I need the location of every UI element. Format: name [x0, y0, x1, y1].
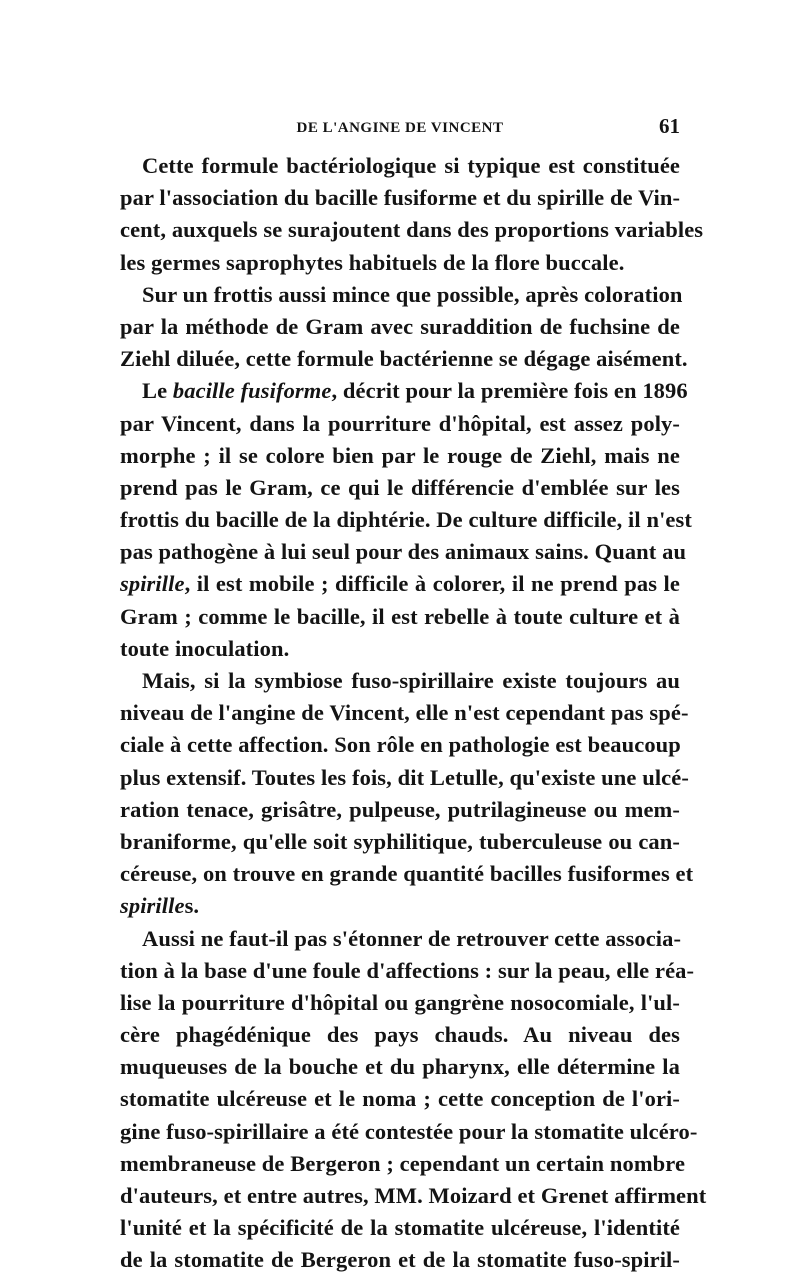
text-line: frottis du bacille de la diphtérie. De culture difficile, il n'est	[120, 507, 692, 533]
body-text	[120, 150, 707, 1277]
text-line: prend pas le Gram, ce qui le différencie d'emblée sur les	[120, 474, 680, 500]
text-line: Cette formule bactériologique si typique est constituée	[142, 153, 680, 178]
text-line: lise la pourriture d'hôpital ou gangrène nosocomiale, l'ul-	[120, 989, 680, 1015]
text-line: gine fuso-spirillaire a été contestée pour la stomatite ulcéro-	[120, 1118, 698, 1144]
text-line: plus extensif. Toutes les fois, dit Letulle, qu'existe une ulcé-	[120, 764, 689, 790]
text-line: d'auteurs, et entre autres, MM. Moizard et Grenet affirment	[120, 1183, 707, 1208]
text-line: tion à la base d'une foule d'affections : sur la peau, elle réa-	[120, 957, 695, 983]
text-line: cère phagédénique des pays chauds. Au niveau des	[120, 1022, 680, 1048]
text-line: membraneuse de Bergeron ; cependant un certain nombre	[120, 1150, 686, 1176]
page-number: 61	[659, 114, 680, 138]
text-line: spirilles.	[120, 893, 200, 919]
text-line: morphe ; il se colore bien par le rouge de Ziehl, mais ne	[120, 442, 680, 468]
text-line: spirille, il est mobile ; difficile à colorer, il ne prend pas le	[120, 571, 680, 597]
italic-term: spirille	[120, 571, 185, 597]
text-line: muqueuses de la bouche et du pharynx, elle détermine la	[120, 1054, 680, 1080]
text-line: Sur un frottis aussi mince que possible, après coloration	[142, 281, 683, 307]
text-line: ration tenace, grisâtre, pulpeuse, putrilagineuse ou mem-	[120, 796, 680, 822]
text-line: toute inoculation.	[120, 635, 290, 661]
running-head	[120, 110, 680, 140]
text-line: de la stomatite de Bergeron et de la stomatite fuso-spiril-	[120, 1247, 680, 1273]
text-line: cent, auxquels se surajoutent dans des proportions variables	[120, 217, 704, 243]
running-title: DE L'ANGINE DE VINCENT	[296, 120, 504, 136]
text-line: Gram ; comme le bacille, il est rebelle à toute culture et à	[120, 603, 680, 629]
text-line: niveau de l'angine de Vincent, elle n'est cependant pas spé-	[120, 700, 689, 726]
italic-term: spirille	[120, 893, 185, 919]
text-line: par la méthode de Gram avec suraddition de fuchsine de	[120, 313, 680, 339]
text-line: par l'association du bacille fusiforme et du spirille de Vin-	[120, 185, 681, 211]
text-line: l'unité et la spécificité de la stomatite ulcéreuse, l'identité	[120, 1215, 680, 1241]
text-line: céreuse, on trouve en grande quantité bacilles fusiformes et	[120, 861, 694, 887]
text-line: Ziehl diluée, cette formule bactérienne se dégage aisément.	[120, 346, 688, 372]
text-line: Le bacille fusiforme, décrit pour la première fois en 1896	[142, 378, 688, 404]
text-line: stomatite ulcéreuse et le noma ; cette conception de l'ori-	[120, 1086, 680, 1112]
text-line: ciale à cette affection. Son rôle en pathologie est beaucoup	[120, 732, 681, 758]
text-line: braniforme, qu'elle soit syphilitique, tuberculeuse ou can-	[120, 828, 680, 854]
text-line: Mais, si la symbiose fuso-spirillaire existe toujours au	[142, 668, 680, 693]
italic-term: bacille fusiforme	[172, 378, 332, 404]
text-line: les germes saprophytes habituels de la flore buccale.	[120, 249, 625, 275]
text-line: Aussi ne faut-il pas s'étonner de retrouver cette associa-	[142, 925, 682, 951]
text-line: par Vincent, dans la pourriture d'hôpital, est assez poly-	[120, 410, 680, 436]
text-line: pas pathogène à lui seul pour des animaux sains. Quant au	[120, 539, 687, 565]
